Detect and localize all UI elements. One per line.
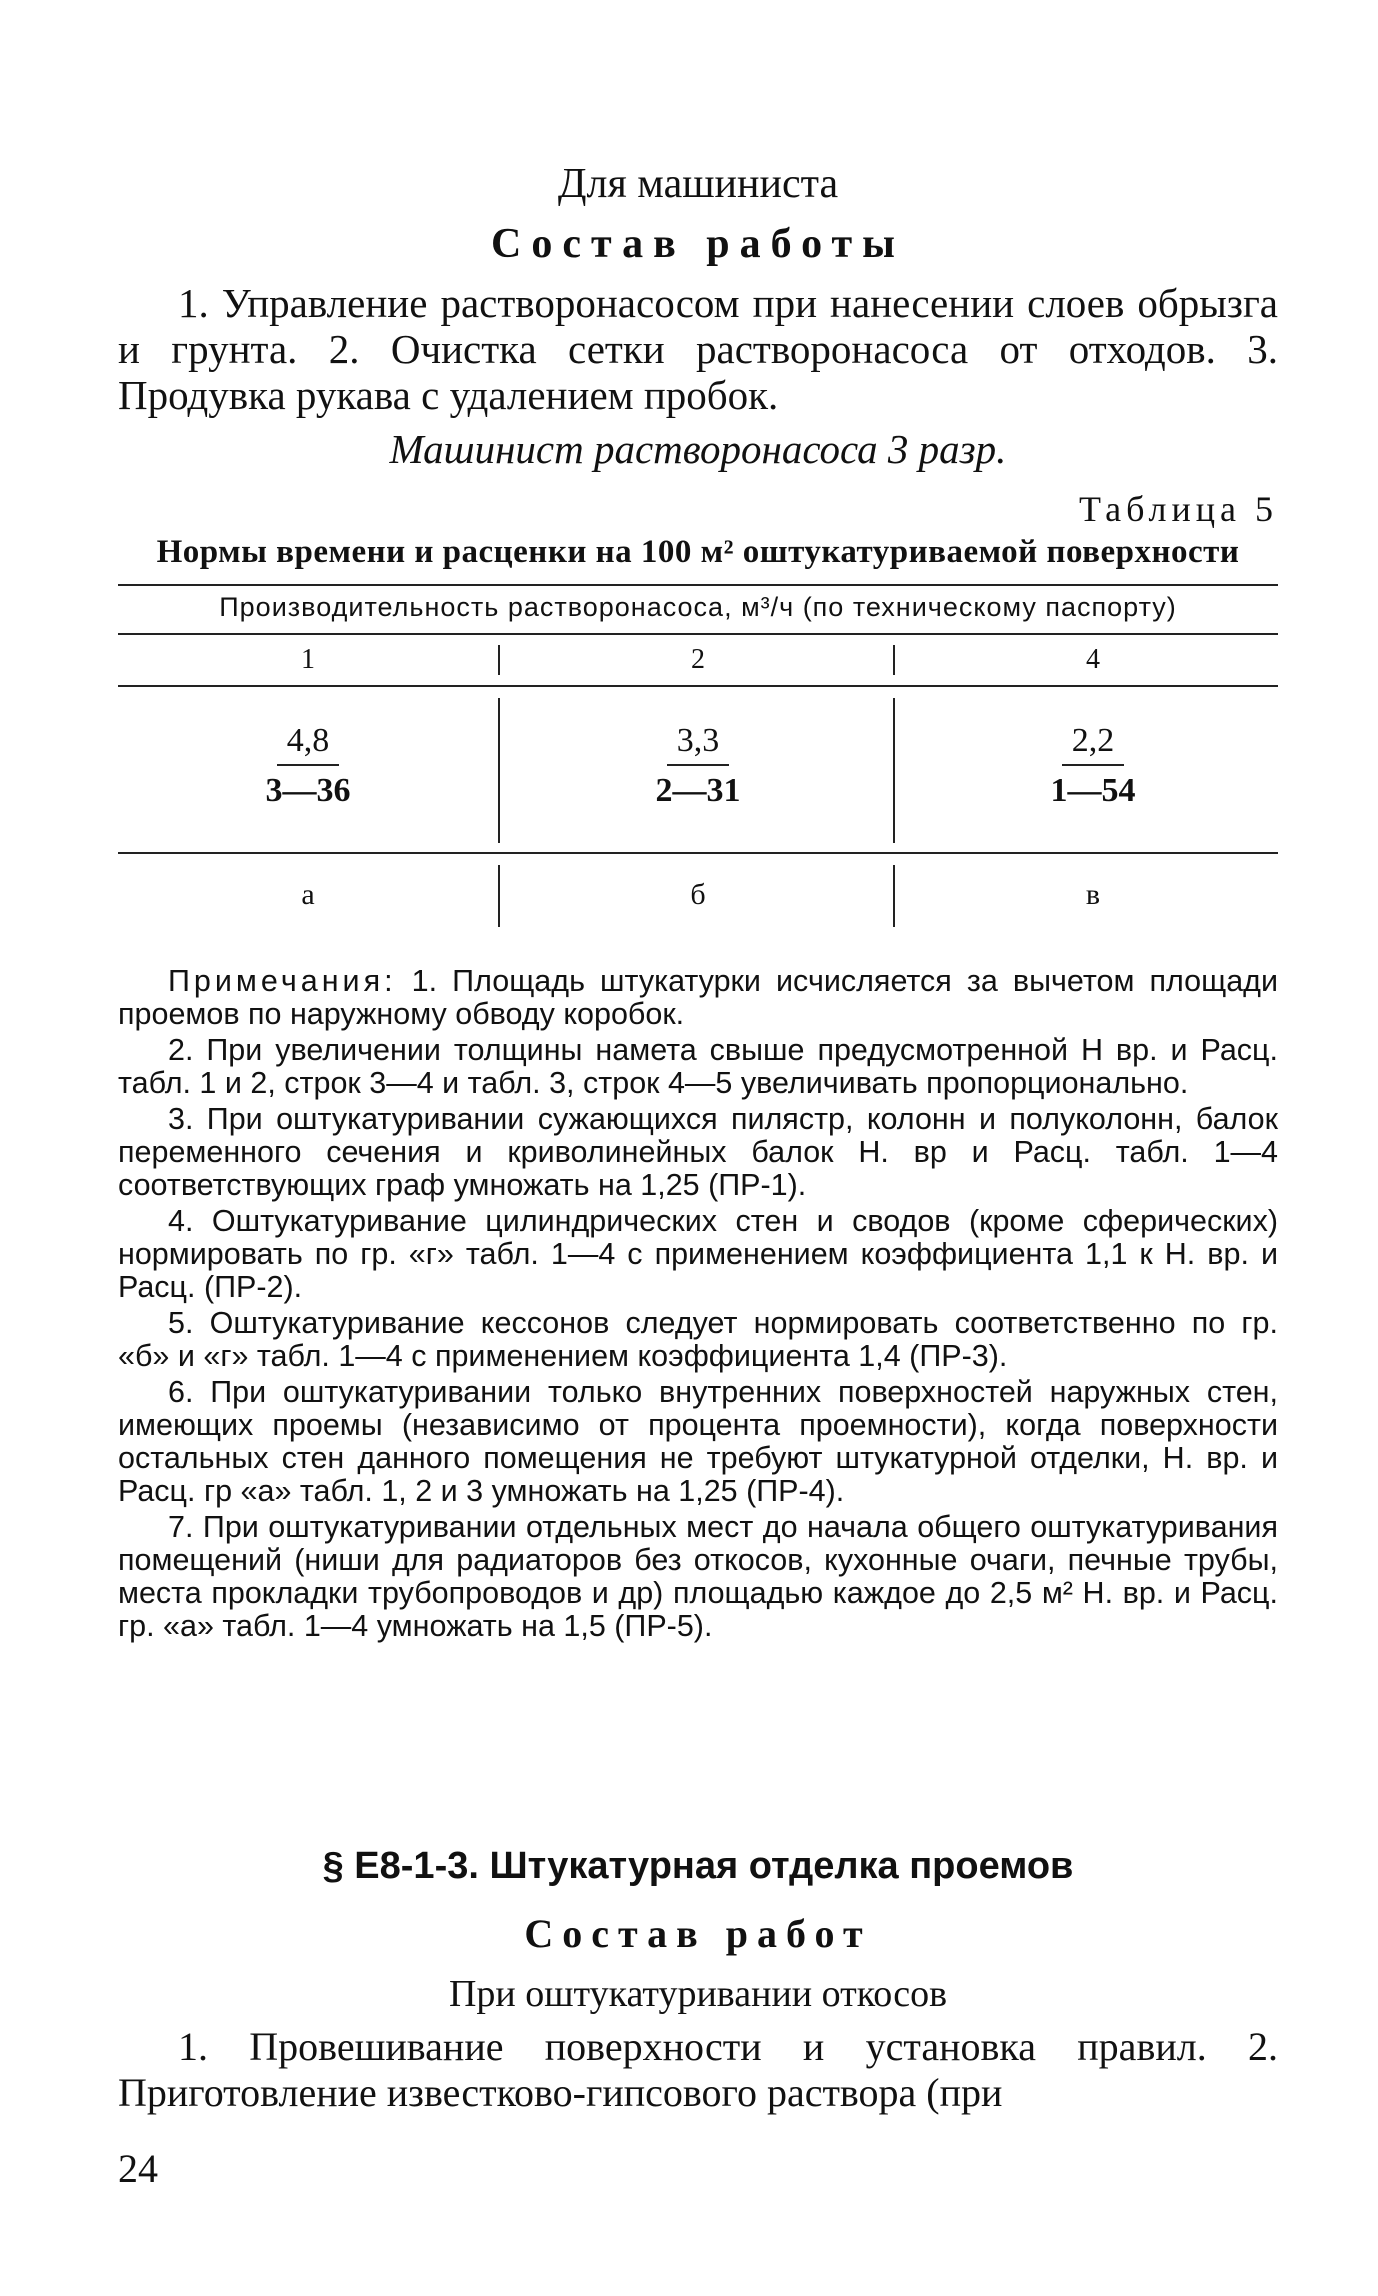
section-subheading: При оштукатуривании откосов [448, 1973, 948, 2015]
norm-value: 2,2 [1062, 722, 1125, 766]
norm-value: 3,3 [667, 722, 730, 766]
rate-value: 3—36 [265, 772, 351, 809]
norm-value: 4,8 [277, 722, 340, 766]
note-text: 1. Площадь штукатурки исчисляется за вычетом площади проемов по наружному обводу коробок. [118, 964, 1279, 1031]
table-col-num: 2 [691, 644, 705, 675]
note-item: 6. При оштукатуривании только внутренних поверхностей наружных стен, имеющих проемы (независимо от процента проемности), когда поверхности остальных стен данного помещения не требуют штукатурной отделки, Н. вр. и Расц. гр «а» табл. 1, 2 и 3 умножать на 1,25 (ПР-4). [118, 1375, 1278, 1508]
note-item: 4. Оштукатуривание цилиндрических стен и сводов (кроме сферических) нормировать по гр. «г» табл. 1—4 с применением коэффициента 1,1 к Н. вр. и Расц. (ПР-2). [118, 1204, 1278, 1304]
table-label: Таблица 5 [1079, 489, 1278, 529]
note-item: 3. При оштукатуривании сужающихся пилястр, колонн и полуколонн, балок переменного сечения и криволинейных балок Н. вр и Расц. табл. 1—4 соответствующих граф умножать на 1,25 (ПР-1). [118, 1102, 1278, 1202]
rate-value: 2—31 [655, 772, 741, 809]
note-item: 2. При увеличении толщины намета свыше предусмотренной Н вр. и Расц. табл. 1 и 2, строк 3—4 и табл. 3, строк 4—5 увеличивать пропорционально. [118, 1033, 1278, 1100]
col-divider [893, 698, 895, 843]
note-item [118, 965, 1278, 1031]
col-divider [893, 645, 895, 675]
col-divider [498, 698, 500, 843]
note-item: 7. При оштукатуривании отдельных мест до начала общего оштукатуривания помещений (ниши для радиаторов без откосов, кухонные очаги, печные трубы, места прокладки трубопроводов и др) площадью каждое до 2,5 м² Н. вр. и Расц. гр. «а» табл. 1—4 умножать на 1,5 (ПР-5). [118, 1510, 1278, 1643]
table-top-rule [118, 584, 1278, 586]
table-col-letter: б [690, 878, 706, 911]
table-col-letter: а [301, 878, 315, 911]
table-cell-c [903, 722, 1283, 810]
notes-block [118, 965, 1278, 1646]
table-col-letter: в [1085, 878, 1101, 911]
table-header-rule [118, 633, 1278, 635]
table-col-num: 4 [1086, 644, 1100, 675]
table-value-rule [118, 852, 1278, 854]
role-heading: Машинист растворонасоса 3 разр. [389, 426, 1007, 472]
table-header: Производительность растворонасоса, м³/ч (по техническому паспорту) [219, 592, 1177, 622]
col-divider [498, 865, 500, 927]
section-paragraph: 1. Провешивание поверхности и установка правил. 2. Приготовление известково-гипсового раствора (при [118, 2024, 1278, 2115]
work-composition-heading: Состав работы [491, 221, 905, 267]
note-item: 5. Оштукатуривание кессонов следует нормировать соответственно по гр. «б» и «г» табл. 1—4 с применением коэффициента 1,4 (ПР-3). [118, 1306, 1278, 1373]
table-col-num: 1 [301, 644, 315, 675]
table-num-rule [118, 685, 1278, 687]
intro-paragraph: 1. Управление растворонасосом при нанесении слоев обрызга и грунта. 2. Очистка сетки растворонасоса от отходов. 3. Продувка рукава с удалением пробок. [118, 280, 1278, 418]
page-number: 24 [118, 2146, 158, 2191]
col-divider [893, 865, 895, 927]
table-cell-a [118, 722, 498, 810]
section-composition-heading: Состав работ [524, 1911, 872, 1956]
machinist-heading: Для машиниста [557, 161, 839, 207]
section-title: § Е8-1-3. Штукатурная отделка проемов [322, 1845, 1074, 1887]
rate-value: 1—54 [1050, 772, 1136, 809]
table-title: Нормы времени и расценки на 100 м² оштукатуриваемой поверхности [156, 534, 1240, 570]
col-divider [498, 645, 500, 675]
table-cell-b [508, 722, 888, 810]
notes-label: Примечания: [168, 964, 397, 998]
